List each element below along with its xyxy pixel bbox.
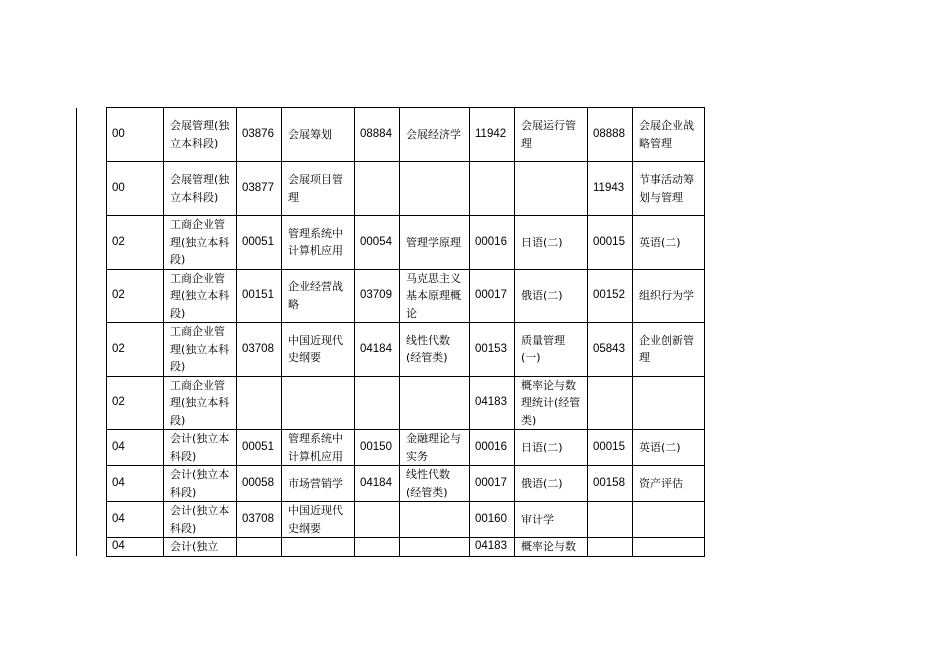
table-row [77,162,705,216]
table-row [77,108,705,162]
course-code-cell: 00160 [470,502,515,538]
major-code-cell: 02 [107,376,164,430]
table-row [77,430,705,466]
blank-left-cell [77,502,107,538]
course-name-cell: 概率论与数理统计(经管类) [515,376,588,430]
table-row [77,376,705,430]
course-name-cell: 审计学 [515,502,588,538]
course-code-cell [588,502,633,538]
course-name-cell: 资产评估 [633,466,705,502]
course-name-cell: 会展运行管理 [515,108,588,162]
course-name-cell: 日语(二) [515,216,588,270]
course-code-cell: 11942 [470,108,515,162]
course-code-cell: 03708 [237,323,282,377]
course-name-cell: 中国近现代史纲要 [282,502,355,538]
course-code-cell: 00017 [470,466,515,502]
course-name-cell [400,502,470,538]
blank-left-cell [77,323,107,377]
major-name-cell: 会计(独立本科段) [164,466,237,502]
course-code-cell [588,538,633,557]
blank-left-cell [77,269,107,323]
course-name-cell: 线性代数(经管类) [400,466,470,502]
course-name-cell [633,502,705,538]
course-code-cell: 08884 [355,108,400,162]
course-name-cell: 会展经济学 [400,108,470,162]
course-code-cell: 03876 [237,108,282,162]
course-code-cell: 00015 [588,430,633,466]
course-code-cell: 03877 [237,162,282,216]
course-code-cell: 00017 [470,269,515,323]
major-code-cell: 02 [107,323,164,377]
course-name-cell [633,538,705,557]
table-row [77,216,705,270]
course-code-cell [470,162,515,216]
course-name-cell: 会展企业战略管理 [633,108,705,162]
course-name-cell: 会展项目管理 [282,162,355,216]
course-code-cell: 05843 [588,323,633,377]
course-name-cell [400,538,470,557]
major-name-cell: 工商企业管理(独立本科段) [164,323,237,377]
course-code-cell [237,376,282,430]
course-code-cell: 08888 [588,108,633,162]
course-code-cell: 00158 [588,466,633,502]
major-code-cell: 04 [107,502,164,538]
course-name-cell: 管理系统中计算机应用 [282,430,355,466]
major-name-cell: 会计(独立本科段) [164,430,237,466]
blank-left-cell [77,538,107,557]
major-name-cell: 工商企业管理(独立本科段) [164,376,237,430]
table-row [77,466,705,502]
blank-left-cell [77,376,107,430]
course-name-cell: 企业经营战略 [282,269,355,323]
course-name-cell: 概率论与数 [515,538,588,557]
course-code-cell: 00054 [355,216,400,270]
course-code-cell: 00016 [470,430,515,466]
major-code-cell: 02 [107,216,164,270]
table-row [77,269,705,323]
major-code-cell: 00 [107,108,164,162]
course-name-cell: 中国近现代史纲要 [282,323,355,377]
course-code-cell: 03709 [355,269,400,323]
course-code-cell: 03708 [237,502,282,538]
course-name-cell: 英语(二) [633,216,705,270]
course-name-cell: 市场营销学 [282,466,355,502]
course-name-cell: 马克思主义基本原理概论 [400,269,470,323]
blank-left-cell [77,108,107,162]
course-code-cell: 04183 [470,376,515,430]
course-name-cell: 管理系统中计算机应用 [282,216,355,270]
course-name-cell: 质量管理(一) [515,323,588,377]
major-name-cell: 会展管理(独立本科段) [164,108,237,162]
course-name-cell: 金融理论与实务 [400,430,470,466]
course-code-cell: 00150 [355,430,400,466]
course-code-cell: 00051 [237,430,282,466]
major-name-cell: 会计(独立本科段) [164,502,237,538]
course-name-cell: 日语(二) [515,430,588,466]
course-name-cell: 管理学原理 [400,216,470,270]
course-name-cell: 组织行为学 [633,269,705,323]
course-name-cell [515,162,588,216]
course-code-cell [355,502,400,538]
course-name-cell [633,376,705,430]
course-code-cell: 04184 [355,323,400,377]
course-name-cell [282,538,355,557]
course-code-cell [237,538,282,557]
blank-left-cell [77,162,107,216]
course-name-cell [400,376,470,430]
course-code-cell [355,162,400,216]
course-name-cell: 俄语(二) [515,466,588,502]
course-code-cell [355,376,400,430]
major-code-cell: 02 [107,269,164,323]
major-code-cell: 04 [107,466,164,502]
major-name-cell: 工商企业管理(独立本科段) [164,269,237,323]
table-row [77,323,705,377]
course-name-cell: 线性代数(经管类) [400,323,470,377]
course-name-cell: 企业创新管理 [633,323,705,377]
major-code-cell: 00 [107,162,164,216]
major-code-cell: 04 [107,538,164,557]
course-code-cell [588,376,633,430]
course-name-cell: 会展筹划 [282,108,355,162]
course-code-cell: 00152 [588,269,633,323]
blank-left-cell [77,430,107,466]
blank-left-cell [77,216,107,270]
table-row [77,502,705,538]
course-code-cell [355,538,400,557]
course-name-cell: 节事活动筹划与管理 [633,162,705,216]
major-name-cell: 会计(独立 [164,538,237,557]
course-code-cell: 00151 [237,269,282,323]
course-code-cell: 04183 [470,538,515,557]
table-row [77,538,705,557]
major-name-cell: 会展管理(独立本科段) [164,162,237,216]
course-name-cell [282,376,355,430]
course-name-cell [400,162,470,216]
course-name-cell: 英语(二) [633,430,705,466]
course-table-body [77,108,705,557]
course-code-cell: 00153 [470,323,515,377]
course-code-cell: 00015 [588,216,633,270]
course-code-cell: 00016 [470,216,515,270]
course-table-sheet [76,107,705,557]
blank-left-cell [77,466,107,502]
course-table [76,107,705,557]
major-name-cell: 工商企业管理(独立本科段) [164,216,237,270]
course-code-cell: 04184 [355,466,400,502]
course-code-cell: 11943 [588,162,633,216]
course-name-cell: 俄语(二) [515,269,588,323]
major-code-cell: 04 [107,430,164,466]
course-code-cell: 00058 [237,466,282,502]
course-code-cell: 00051 [237,216,282,270]
